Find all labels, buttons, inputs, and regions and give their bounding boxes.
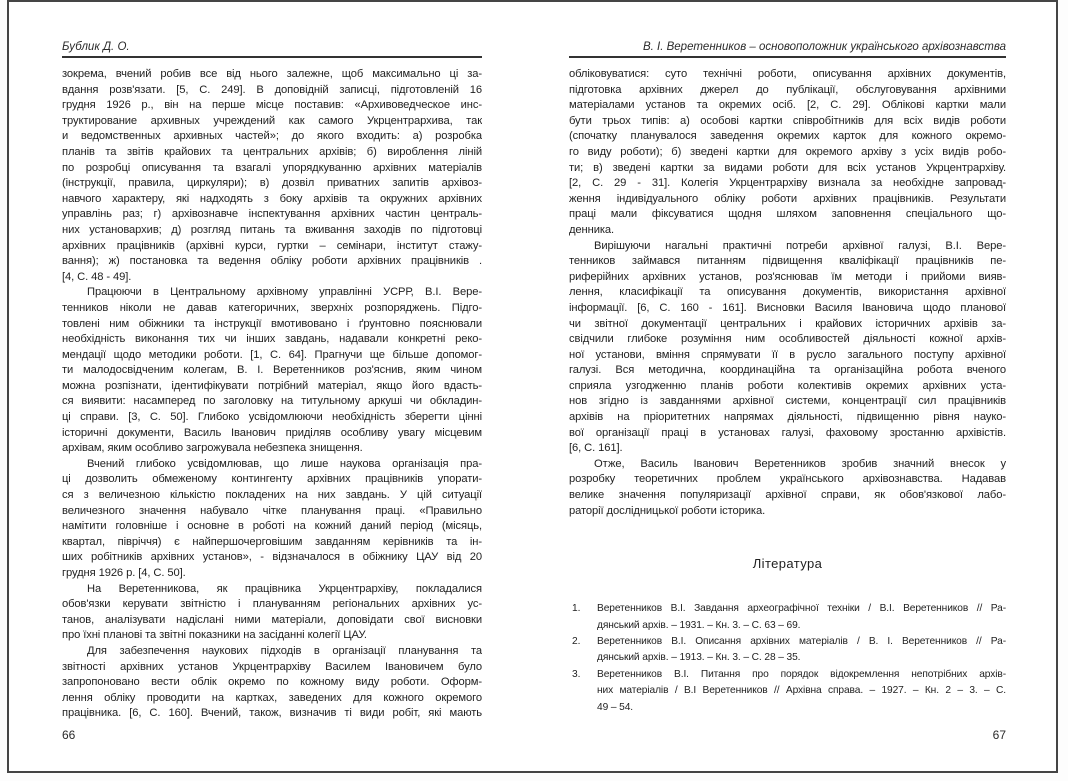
- text-line: підготовка архівних джерел до публікації, обслуговування архівними: [569, 83, 1006, 96]
- text-line: (інструкції, правила, циркуляри); в) дозвіл приватних запитів архівоз-: [62, 177, 482, 190]
- text-line: грудня 1926 р. [4, С. 50].: [62, 567, 186, 579]
- text-line: свідчили глибоке розуміння ним особливостей діяльності кожної архів-: [569, 333, 1006, 346]
- text-line: ти; в) зведені картки за видами роботи для всіх установ Укрцентрархіву.: [569, 161, 1006, 174]
- page-right: [569, 40, 1006, 716]
- text-line: Працюючи в Центральному архівному управлінні УСРР, В.І. Вере-: [87, 286, 482, 299]
- text-line: тенников займався питанням підвищення кваліфікації працівників пе-: [569, 255, 1006, 268]
- text-line: танов, аналізувати надіслані ними матеріали, доповідати свої висновки: [62, 613, 482, 626]
- text-line: архівних працівників (архівні курси, гуртки – семінари, інститут стажу-: [62, 239, 482, 252]
- text-line: раторії дослідницької роботи історика.: [569, 504, 766, 517]
- text-line: обов'язки керувати звітністю і плануванням регіональних архівних ус-: [62, 598, 482, 611]
- text-line: зокрема, вчений робив все від нього залежне, щоб максимально ці за-: [62, 68, 482, 80]
- text-line: лення, класифікації та описування документів, використання архівної: [569, 286, 1006, 299]
- text-line: бути трьох типів: а) особові картки співробітників для всіх видів роботи: [569, 114, 1006, 127]
- text-line: управлінь раз; г) архівознавче інспектування архівних частин централь-: [62, 208, 482, 221]
- reference-number: 3.: [572, 668, 581, 680]
- page-left: [62, 40, 482, 722]
- text-line: (спочатку планувалося заведення окремих карток для кожного окремо-: [569, 130, 1006, 143]
- text-line: намітити головніше і основне в роботі на кожний даний період (місяць,: [62, 520, 482, 533]
- reference-item: [569, 667, 1006, 716]
- text-line: дянський архів. – 1913. – Кн. 3. – С. 28 – 35.: [597, 652, 801, 664]
- reference-item: [569, 601, 1006, 634]
- text-line: Веретенников В.І. Описання архівних матеріалів / В. І. Веретенников // Ра-: [597, 636, 1006, 647]
- text-line: запропоновано вести облік окремо по кожному виду роботи. Оформ-: [62, 676, 482, 689]
- reference-number: 2.: [572, 636, 581, 647]
- text-line: них матеріалів / В.І Веретенников // Архівна справа. – 1927. – Кн. 2 – 3. – С.: [597, 685, 1006, 697]
- paragraph: [569, 239, 1006, 457]
- text-line: ці справи. [3, С. 50]. Глибоко усвідомлюючи необхідність зберегти цінні: [62, 411, 482, 424]
- text-line: Для забезпечення наукових підходів в організації планування та: [87, 644, 482, 657]
- text-line: Вирішуючи нагальні практичні потреби архівної галузі, В.І. Вере-: [594, 239, 1006, 252]
- paragraph: [569, 457, 1006, 519]
- text-line: ти малодосвідченим колегам, В. І. Веретенников роз'яснив, яким чином: [62, 364, 482, 377]
- text-line: вання); ж) постановка та ведення обліку роботи архівних працівників .: [62, 255, 482, 268]
- text-line: інформації. [6, С. 160 - 161]. Висновки Василя Івановича щодо планової: [569, 301, 1006, 314]
- text-line: [2, С. 29 - 31]. Колегія Укрцентрархіву визнала за необхідне запровад-: [569, 177, 1006, 190]
- paragraph: [62, 644, 482, 722]
- text-line: [6, С. 161].: [569, 442, 623, 455]
- text-line: 49 – 54.: [597, 701, 634, 713]
- text-line: На Веретенникова, як працівника Укрцентрархіву, покладалися: [87, 582, 482, 595]
- text-line: ся з величезною кількістю покладених на них завдань. У цій ситуації: [62, 489, 482, 502]
- text-line: архівам, яким особливо загрожувала небезпека знищення.: [62, 442, 363, 455]
- text-line: Отже, Василь Іванович Веретенников зробив значний внесок у: [594, 457, 1006, 470]
- paragraph: [62, 285, 482, 457]
- text-line: труктирование архивных учреждений как самого Укрцентрархива, так: [62, 114, 482, 127]
- reference-list: [569, 601, 1006, 716]
- text-line: планів та звітів крайових та центральних архівів; б) вироблення ліній: [62, 145, 482, 158]
- text-line: мендації щодо методики роботи. [1, С. 64]. Прагнучи ще більше допомог-: [62, 348, 482, 361]
- paragraph: [62, 457, 482, 582]
- text-line: ці дозволить обмеженому контингенту архівних працівників упорати-: [62, 473, 482, 486]
- text-line: велике значення популяризації архівної справи, як обов'язкової лабо-: [569, 489, 1006, 502]
- text-line: про їхні планові та звітні показники на засіданні колегії ЦАУ.: [62, 629, 367, 642]
- text-line: по розробці описування та взагалі упорядкуванню архівних матеріалів: [62, 161, 482, 174]
- text-line: нов згідно із завданнями архівної системи, концентрації сил працівників: [569, 395, 1006, 408]
- paragraph: [62, 67, 482, 285]
- text-line: сприяла узгодженню планів роботи колективів окремих архівних уста-: [569, 379, 1006, 392]
- text-line: вої організації праці в установах галузі, фаховому зростанню архівістів.: [569, 426, 1006, 439]
- text-line: галузі. Вся методична, координаційна та організаційна робота вченого: [569, 364, 1006, 377]
- right-paragraphs: [569, 67, 1006, 519]
- text-line: Вчений глибоко усвідомлював, що лише наукова організація пра-: [87, 457, 482, 470]
- text-line: и ведомственных архивных частей»; до якого входить: а) розробка: [62, 130, 482, 143]
- reference-item: [569, 634, 1006, 667]
- text-line: дянський архів. – 1931. – Кн. 3. – С. 63 – 69.: [597, 619, 801, 631]
- text-line: денника.: [569, 223, 615, 236]
- text-line: товлені ним обіжники та інструкції вмотивовано і ґрунтовно пояснювали: [62, 317, 482, 330]
- text-line: тенников ніколи не давав категоричних, зверхніх розпоряджень. Підго-: [62, 301, 482, 314]
- running-head-right: В. І. Веретенников – основоположник українського архівознавства: [569, 40, 1006, 58]
- text-line: риферійних архівних установ, роз'яснював їм методи і прийоми вияв-: [569, 270, 1006, 283]
- text-line: них установархив; д) розгляд питань та вживання заходів по підготовці: [62, 223, 482, 236]
- text-line: чи звітної документації центральних і крайових історичних архівів за-: [569, 317, 1006, 330]
- text-line: обліковуватися: суто технічні роботи, описування архівних документів,: [569, 68, 1006, 80]
- text-line: квартал, півріччя) є найпершочерговішим завданням керівників та ін-: [62, 535, 482, 548]
- literature-heading: Література: [752, 556, 823, 572]
- text-line: го виду роботи); б) зведені картки для окремого архіву з усіх видів робо-: [569, 145, 1006, 158]
- reference-number: 1.: [572, 603, 581, 615]
- text-line: навчого характеру, які надходять з боку архівів та окружних архівних: [62, 192, 482, 205]
- running-head-left: Бублик Д. О.: [62, 40, 482, 58]
- text-line: можна розпізнати, ідентифікувати потрібний матеріал, якщо його вдасть-: [62, 379, 482, 392]
- text-line: грудня 1926 р., він на перше місце поставив: «Архивоведческое инс-: [62, 99, 482, 112]
- paragraph: [62, 582, 482, 644]
- page-number-right: 67: [992, 728, 1006, 742]
- text-line: необхідність виконання тих чи інших завдань, надавали конкретні реко-: [62, 333, 482, 346]
- text-line: ших робітників архівних установ», - відзначалося в обіжнику ЦАУ від 20: [62, 551, 482, 564]
- text-line: працівника. [6, С. 160]. Вчений, також, визначив ті види робіт, які мають: [62, 707, 482, 720]
- text-line: ної установи, вміння спрямувати її в русло загального поступу архівної: [569, 348, 1006, 361]
- text-line: розробку теоретичних проблем українського архівознавства. Надавав: [569, 473, 1006, 486]
- text-line: [4, С. 48 - 49].: [62, 270, 132, 283]
- text-line: лення обліку проводити на картках, заведених для кожного окремого: [62, 691, 482, 704]
- text-line: ження індивідуального обліку роботи архівних працівників. Результати: [569, 192, 1006, 205]
- text-line: звітності архівних установ Укрцентрархіву Василем Івановичем було: [62, 660, 482, 673]
- text-line: Веретенников В.І. Питання про порядок відокремлення непотрібних архів-: [597, 668, 1006, 680]
- text-line: вдання розв'язати. [5, С. 249]. В доповідній записці, підготовленій 16: [62, 83, 482, 96]
- text-line: величезного значення набувало чітке планування праці. «Правильно: [62, 504, 482, 517]
- page-number-left: 66: [62, 728, 76, 742]
- text-line: праці мали фіксуватися щодня шляхом заповнення спеціального що-: [569, 208, 1006, 221]
- body-text-right: [569, 67, 1006, 716]
- paragraph: [569, 67, 1006, 239]
- text-line: матеріалами установ та окремих осіб. [2, С. 29]. Облікові картки мали: [569, 99, 1006, 112]
- text-line: архівів на пріоритетних напрямах діяльності, підвищенню рівня науко-: [569, 411, 1006, 424]
- text-line: Веретенников В.І. Завдання археографічної техніки / В.І. Веретенников // Ра-: [597, 603, 1006, 615]
- text-line: історичні документи, Василь Іванович приділяв особливу увагу місцевим: [62, 426, 482, 439]
- body-text-left: [62, 67, 482, 722]
- text-line: ся виявити: насамперед по заголовку на титульному аркуші чи обкладин-: [62, 395, 482, 408]
